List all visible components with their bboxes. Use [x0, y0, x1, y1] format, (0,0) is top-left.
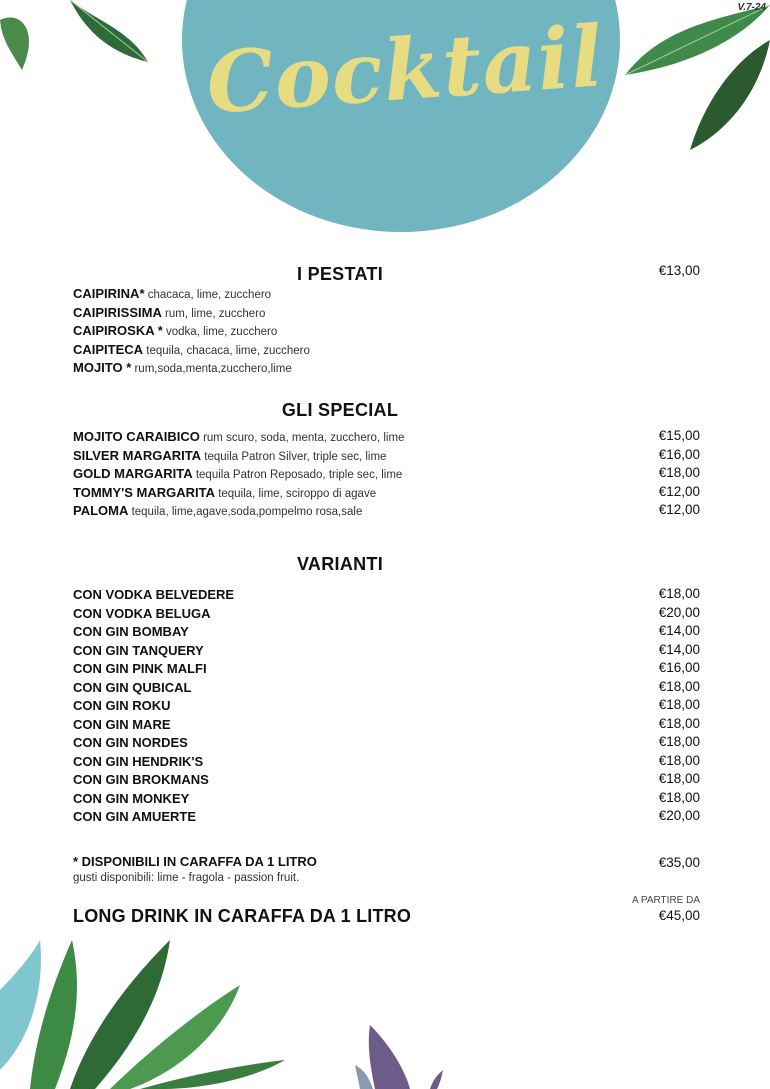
- long-drink-title: LONG DRINK IN CARAFFA DA 1 LITRO: [73, 906, 412, 926]
- menu-item: [73, 661, 207, 676]
- menu-item: [73, 624, 189, 639]
- menu-item-name: SILVER MARGARITA: [73, 447, 202, 463]
- menu-item: [73, 754, 203, 769]
- menu-item-name: GOLD MARGARITA: [73, 466, 193, 481]
- section-title-special: GLI SPECIAL: [281, 400, 399, 420]
- menu-item-name: CON GIN BROKMANS: [73, 772, 209, 787]
- menu-item: [73, 680, 191, 695]
- menu-item-name: CON GIN TANQUERY: [73, 642, 204, 658]
- menu-item-price: €14,00: [658, 623, 700, 638]
- menu-item-name: CON GIN BOMBAY: [73, 624, 189, 639]
- menu-item-price: €16,00: [658, 660, 700, 675]
- section-title-pestati: I PESTATI: [296, 264, 384, 284]
- caraffa-price: €35,00: [658, 855, 700, 870]
- menu-item: [73, 503, 362, 518]
- menu-item-desc: chacaca, lime, zucchero: [144, 289, 272, 301]
- menu-item-desc: vodka, lime, zucchero: [162, 326, 278, 338]
- menu-item: [73, 286, 271, 301]
- pestati-price: €13,00: [658, 263, 700, 278]
- menu-item-price: €18,00: [658, 789, 700, 805]
- menu-item-desc: tequila, lime, sciroppo di agave: [215, 487, 377, 500]
- menu-item: [73, 698, 171, 713]
- menu-item-name: CON VODKA BELVEDERE: [73, 587, 235, 602]
- menu-item-price: €18,00: [658, 734, 700, 749]
- menu-item-name: CAIPIROSKA *: [73, 323, 163, 338]
- caraffa-title: * DISPONIBILI IN CARAFFA DA 1 LITRO: [73, 854, 317, 869]
- menu-item: [73, 717, 171, 732]
- menu-item-price: €20,00: [658, 808, 700, 823]
- menu-item-name: PALOMA: [73, 503, 129, 518]
- menu-item: [73, 448, 386, 463]
- menu-item-name: CAIPITECA: [73, 341, 144, 357]
- menu-item-price: €20,00: [658, 604, 700, 620]
- menu-item-name: CON GIN AMUERTE: [73, 809, 197, 824]
- menu-item-name: CON GIN MARE: [73, 716, 171, 732]
- menu-item-desc: rum scuro, soda, menta, zucchero, lime: [199, 432, 405, 444]
- menu-item-price: €15,00: [658, 428, 700, 443]
- menu-item-price: €14,00: [658, 641, 700, 657]
- menu-item: [73, 323, 277, 338]
- menu-item-price: €18,00: [658, 715, 700, 731]
- leaf-top-left-icon: [0, 0, 160, 80]
- menu-item: [73, 735, 188, 750]
- menu-item: [73, 360, 292, 375]
- long-drink-from-label: A PARTIRE DA: [632, 895, 700, 906]
- menu-item-desc: tequila, chacaca, lime, zucchero: [143, 344, 310, 357]
- menu-item-price: €18,00: [658, 586, 700, 601]
- menu-item: [73, 429, 404, 444]
- menu-item-name: MOJITO CARAIBICO: [73, 429, 200, 444]
- menu-item: [73, 342, 310, 357]
- leaf-top-right-icon: [620, 0, 770, 160]
- menu-item: [73, 485, 376, 500]
- menu-item-desc: rum, lime, zucchero: [161, 307, 266, 320]
- menu-item: [73, 305, 265, 320]
- section-title-varianti: VARIANTI: [296, 554, 384, 574]
- menu-item-name: CON GIN PINK MALFI: [73, 661, 207, 676]
- menu-item-name: CON GIN NORDES: [73, 735, 188, 750]
- leaf-bottom-left-icon: [0, 930, 300, 1089]
- menu-item-name: MOJITO *: [73, 360, 132, 375]
- menu-item-price: €18,00: [658, 771, 700, 786]
- menu-item-name: CAIPIRINA*: [73, 286, 145, 301]
- menu-item-desc: rum,soda,menta,zucchero,lime: [131, 363, 292, 375]
- menu-item-price: €18,00: [658, 752, 700, 768]
- menu-item-name: CON VODKA BELUGA: [73, 605, 211, 621]
- menu-item-name: CON GIN QUBICAL: [73, 679, 192, 695]
- page-title: Cocktail: [203, 6, 607, 133]
- menu-item-price: €16,00: [658, 446, 700, 462]
- menu-item-price: €12,00: [658, 502, 700, 517]
- menu-item: [73, 466, 402, 481]
- menu-item-price: €18,00: [658, 465, 700, 480]
- long-drink-price: €45,00: [658, 908, 700, 923]
- menu-item-price: €18,00: [658, 678, 700, 694]
- caraffa-note: gusti disponibili: lime - fragola - passion fruit.: [73, 872, 300, 884]
- menu-item: [73, 791, 189, 806]
- menu-item-desc: tequila Patron Silver, triple sec, lime: [201, 450, 387, 463]
- menu-item: [73, 606, 210, 621]
- menu-item-name: CON GIN HENDRIK'S: [73, 753, 204, 769]
- menu-item-name: CAIPIRISSIMA: [73, 304, 162, 320]
- menu-item-price: €18,00: [658, 697, 700, 712]
- menu-item: [73, 587, 234, 602]
- menu-item: [73, 643, 204, 658]
- menu-item-desc: tequila Patron Reposado, triple sec, lime: [192, 469, 403, 481]
- leaf-bottom-center-icon: [355, 1025, 455, 1089]
- menu-item-name: TOMMY'S MARGARITA: [73, 484, 215, 500]
- menu-item: [73, 772, 209, 787]
- menu-item: [73, 809, 196, 824]
- version-label: V.7-24: [737, 2, 766, 13]
- menu-item-name: CON GIN ROKU: [73, 698, 171, 713]
- menu-item-price: €12,00: [658, 483, 700, 499]
- menu-item-desc: tequila, lime,agave,soda,pompelmo rosa,sale: [128, 506, 363, 518]
- menu-item-name: CON GIN MONKEY: [73, 790, 190, 806]
